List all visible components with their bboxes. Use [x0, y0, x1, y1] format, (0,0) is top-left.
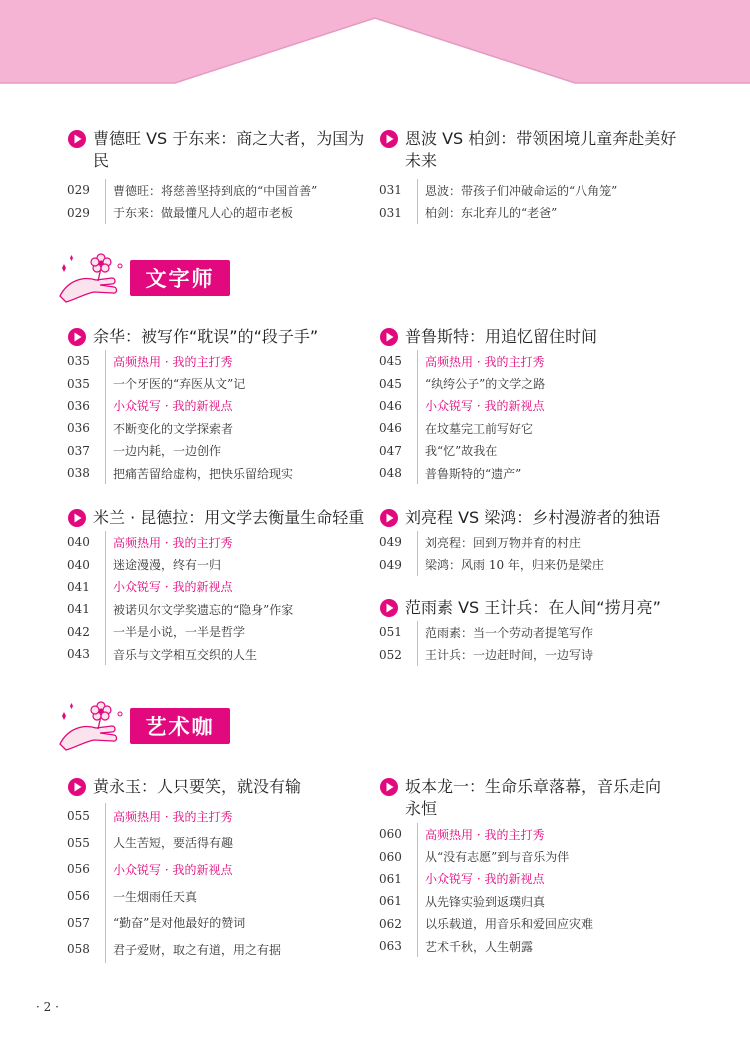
toc-heading[interactable]: [379, 507, 679, 529]
entry-title: 高频热用 · 我的主打秀: [113, 354, 233, 369]
entry-divider: [105, 179, 106, 224]
entry-title: 音乐与文学相互交织的人生: [113, 647, 258, 662]
entry-title: 梁鸿：风雨 10 年，归来仍是梁庄: [425, 558, 604, 573]
toc-entries: [379, 823, 669, 957]
entry-title: 高频热用 · 我的主打秀: [425, 827, 545, 842]
entry-divider: [417, 179, 418, 224]
page-ref: 038: [67, 466, 90, 481]
toc-heading-text: 刘亮程 VS 梁鸿：乡村漫游者的独语: [405, 508, 661, 527]
entry-divider: [105, 803, 106, 963]
toc-entry[interactable]: [379, 462, 679, 484]
top-banner: [0, 0, 750, 95]
page-ref: 052: [379, 647, 402, 662]
toc-entry[interactable]: [67, 936, 367, 963]
page-ref: 056: [67, 889, 90, 904]
toc-entry[interactable]: [379, 845, 669, 867]
toc-heading[interactable]: [67, 326, 367, 348]
entry-title: 迷途漫漫，终有一归: [113, 558, 222, 573]
page-ref: 035: [67, 376, 90, 391]
entry-title: 柏剑：东北弃儿的“老爸”: [425, 206, 558, 221]
entry-title: 高频热用 · 我的主打秀: [113, 809, 233, 824]
toc-entries: [67, 803, 367, 963]
entry-title: 小众锐写 · 我的新视点: [425, 872, 545, 887]
page-ref: 061: [379, 894, 402, 909]
toc-block: [67, 776, 367, 963]
toc-entry[interactable]: [379, 890, 669, 912]
page-ref: 048: [379, 466, 402, 481]
entry-title: 刘亮程：回到万物并育的村庄: [425, 535, 582, 550]
flower-hand-icon: [54, 698, 136, 754]
toc-block: [379, 326, 679, 484]
entry-title: 一生烟雨任天真: [113, 889, 198, 904]
page-ref: 029: [67, 205, 90, 220]
section-header: [54, 698, 230, 754]
toc-entry[interactable]: [67, 883, 367, 910]
entry-divider: [105, 350, 106, 484]
toc-heading-text: 普鲁斯特：用追忆留住时间: [405, 327, 598, 346]
page-ref: 047: [379, 443, 402, 458]
entry-title: 高频热用 · 我的主打秀: [113, 535, 233, 550]
toc-entries: [379, 179, 679, 224]
toc-heading[interactable]: [67, 507, 367, 529]
toc-block: [67, 326, 367, 484]
toc-heading[interactable]: [67, 776, 367, 798]
page-ref: 043: [67, 647, 90, 662]
toc-entry[interactable]: [379, 621, 679, 643]
page-ref: 037: [67, 443, 90, 458]
toc-heading-text: 坂本龙一：生命乐章落幕，音乐走向永恒: [405, 777, 662, 818]
page-ref: 045: [379, 376, 402, 391]
toc-entry[interactable]: [379, 643, 679, 665]
toc-entry[interactable]: [67, 372, 367, 394]
toc-heading[interactable]: [379, 597, 679, 619]
toc-entry[interactable]: [67, 598, 367, 620]
toc-heading[interactable]: [379, 326, 679, 348]
play-bullet-icon: [67, 508, 87, 528]
section-header: [54, 250, 230, 306]
entry-title: 在坟墓完工前写好它: [425, 421, 534, 436]
play-bullet-icon: [379, 598, 399, 618]
page-ref: 041: [67, 579, 90, 594]
page-ref: 040: [67, 557, 90, 572]
section-title: 艺术咖: [130, 708, 230, 744]
toc-entry[interactable]: [67, 830, 367, 857]
entry-title: 范雨素：当一个劳动者提笔写作: [425, 625, 594, 640]
entry-title: 高频热用 · 我的主打秀: [425, 354, 545, 369]
entry-title: 王计兵：一边赶时间，一边写诗: [425, 648, 594, 663]
toc-entries: [379, 350, 679, 484]
toc-entries: [67, 179, 367, 224]
toc-entry[interactable]: [379, 395, 679, 417]
toc-entry[interactable]: [379, 531, 679, 553]
toc-block: [67, 128, 367, 224]
toc-heading[interactable]: [379, 128, 679, 172]
page-ref: 041: [67, 602, 90, 617]
toc-heading-text: 恩波 VS 柏剑：带领困境儿童奔赴美好未来: [405, 129, 677, 170]
toc-entry[interactable]: [67, 856, 367, 883]
entry-title: “勤奋”是对他最好的赞词: [113, 916, 246, 931]
entry-title: 从“没有志愿”到与音乐为伴: [425, 850, 570, 865]
toc-entry[interactable]: [379, 935, 669, 957]
toc-entry[interactable]: [67, 201, 367, 223]
page-ref: 049: [379, 535, 402, 550]
toc-heading-text: 曹德旺 VS 于东来：商之大者，为国为民: [93, 129, 365, 170]
toc-entry[interactable]: [379, 201, 679, 223]
page-ref: 045: [379, 354, 402, 369]
entry-title: 不断变化的文学探索者: [113, 421, 234, 436]
page-ref: 058: [67, 942, 90, 957]
entry-divider: [417, 531, 418, 576]
toc-heading[interactable]: [67, 128, 367, 172]
toc-heading[interactable]: [379, 776, 669, 820]
entry-title: 人生苦短，要活得有趣: [113, 836, 234, 851]
entry-title: 君子爱财，取之有道，用之有据: [113, 942, 282, 957]
toc-entry[interactable]: [379, 179, 679, 201]
page-ref: 029: [67, 183, 90, 198]
toc-entry[interactable]: [67, 179, 367, 201]
entry-divider: [417, 350, 418, 484]
toc-heading-text: 范雨素 VS 王计兵：在人间“捞月亮”: [405, 598, 661, 617]
entry-title: 一个牙医的“弃医从文”记: [113, 377, 246, 392]
entry-title: 小众锐写 · 我的新视点: [425, 399, 545, 414]
entry-title: 被诺贝尔文学奖遗忘的“隐身”作家: [113, 602, 294, 617]
page-ref: 046: [379, 421, 402, 436]
play-bullet-icon: [67, 129, 87, 149]
page-ref: 056: [67, 862, 90, 877]
entry-title: 普鲁斯特的“遗产”: [425, 466, 522, 481]
toc-entry[interactable]: [67, 553, 367, 575]
toc-entries: [379, 531, 679, 576]
page-ref: 060: [379, 827, 402, 842]
page-ref: 060: [379, 849, 402, 864]
entry-title: 一半是小说，一半是哲学: [113, 625, 246, 640]
page-number: · 2 ·: [36, 1000, 59, 1014]
toc-block: [379, 507, 679, 576]
toc-entry[interactable]: [67, 576, 367, 598]
page-ref: 055: [67, 835, 90, 850]
toc-entry[interactable]: [67, 621, 367, 643]
page-ref: 061: [379, 871, 402, 886]
toc-entry[interactable]: [67, 462, 367, 484]
toc-entry[interactable]: [379, 553, 679, 575]
toc-entry[interactable]: [379, 440, 679, 462]
toc-heading-text: 米兰 · 昆德拉：用文学去衡量生命轻重: [93, 508, 365, 527]
page-ref: 035: [67, 354, 90, 369]
play-bullet-icon: [379, 129, 399, 149]
toc-block: [379, 776, 669, 957]
play-bullet-icon: [67, 777, 87, 797]
play-bullet-icon: [379, 327, 399, 347]
entry-title: 于东来：做最懂凡人心的超市老板: [113, 206, 294, 221]
flower-hand-icon: [54, 250, 136, 306]
toc-entry[interactable]: [379, 350, 679, 372]
page-ref: 031: [379, 183, 402, 198]
toc-block: [379, 597, 679, 666]
page-ref: 063: [379, 939, 402, 954]
page-ref: 046: [379, 398, 402, 413]
entry-divider: [105, 531, 106, 665]
toc-entry[interactable]: [67, 531, 367, 553]
entry-title: 恩波：带孩子们冲破命运的“八角笼”: [425, 183, 618, 198]
toc-heading-text: 余华：被写作“耽误”的“段子手”: [93, 327, 319, 346]
entry-title: 一边内耗，一边创作: [113, 444, 222, 459]
toc-entry[interactable]: [379, 417, 679, 439]
toc-entry[interactable]: [379, 868, 669, 890]
toc-entry[interactable]: [67, 909, 367, 936]
section-title: 文字师: [130, 260, 230, 296]
entry-title: 小众锐写 · 我的新视点: [113, 862, 233, 877]
page-ref: 057: [67, 915, 90, 930]
entry-divider: [417, 621, 418, 666]
entry-title: 曹德旺：将慈善坚持到底的“中国首善”: [113, 183, 318, 198]
toc-heading-text: 黄永玉：人只要笑，就没有输: [93, 777, 302, 796]
page-ref: 055: [67, 809, 90, 824]
page-ref: 036: [67, 398, 90, 413]
entry-divider: [417, 823, 418, 957]
toc-block: [379, 128, 679, 224]
toc-entry[interactable]: [379, 823, 669, 845]
page-ref: 042: [67, 624, 90, 639]
toc-entries: [67, 350, 367, 484]
toc-entry[interactable]: [379, 913, 669, 935]
entry-title: 小众锐写 · 我的新视点: [113, 399, 233, 414]
page-ref: 049: [379, 557, 402, 572]
page-ref: 062: [379, 916, 402, 931]
play-bullet-icon: [67, 327, 87, 347]
entry-title: 从先锋实验到返璞归真: [425, 894, 546, 909]
page-ref: 036: [67, 421, 90, 436]
toc-entry[interactable]: [67, 417, 367, 439]
toc-entry[interactable]: [67, 440, 367, 462]
page-ref: 040: [67, 535, 90, 550]
entry-title: “纨绔公子”的文学之路: [425, 377, 546, 392]
play-bullet-icon: [379, 777, 399, 797]
entry-title: 艺术千秋，人生朝露: [425, 939, 534, 954]
entry-title: 我“忆”故我在: [425, 444, 498, 459]
toc-entry[interactable]: [67, 395, 367, 417]
page-ref: 031: [379, 205, 402, 220]
play-bullet-icon: [379, 508, 399, 528]
entry-title: 小众锐写 · 我的新视点: [113, 580, 233, 595]
toc-entries: [379, 621, 679, 666]
entry-title: 把痛苦留给虚构，把快乐留给现实: [113, 466, 294, 481]
toc-block: [67, 507, 367, 665]
toc-entry[interactable]: [67, 643, 367, 665]
toc-entry[interactable]: [379, 372, 679, 394]
toc-entries: [67, 531, 367, 665]
toc-entry[interactable]: [67, 350, 367, 372]
page-ref: 051: [379, 625, 402, 640]
toc-entry[interactable]: [67, 803, 367, 830]
entry-title: 以乐载道，用音乐和爱回应灾难: [425, 917, 594, 932]
